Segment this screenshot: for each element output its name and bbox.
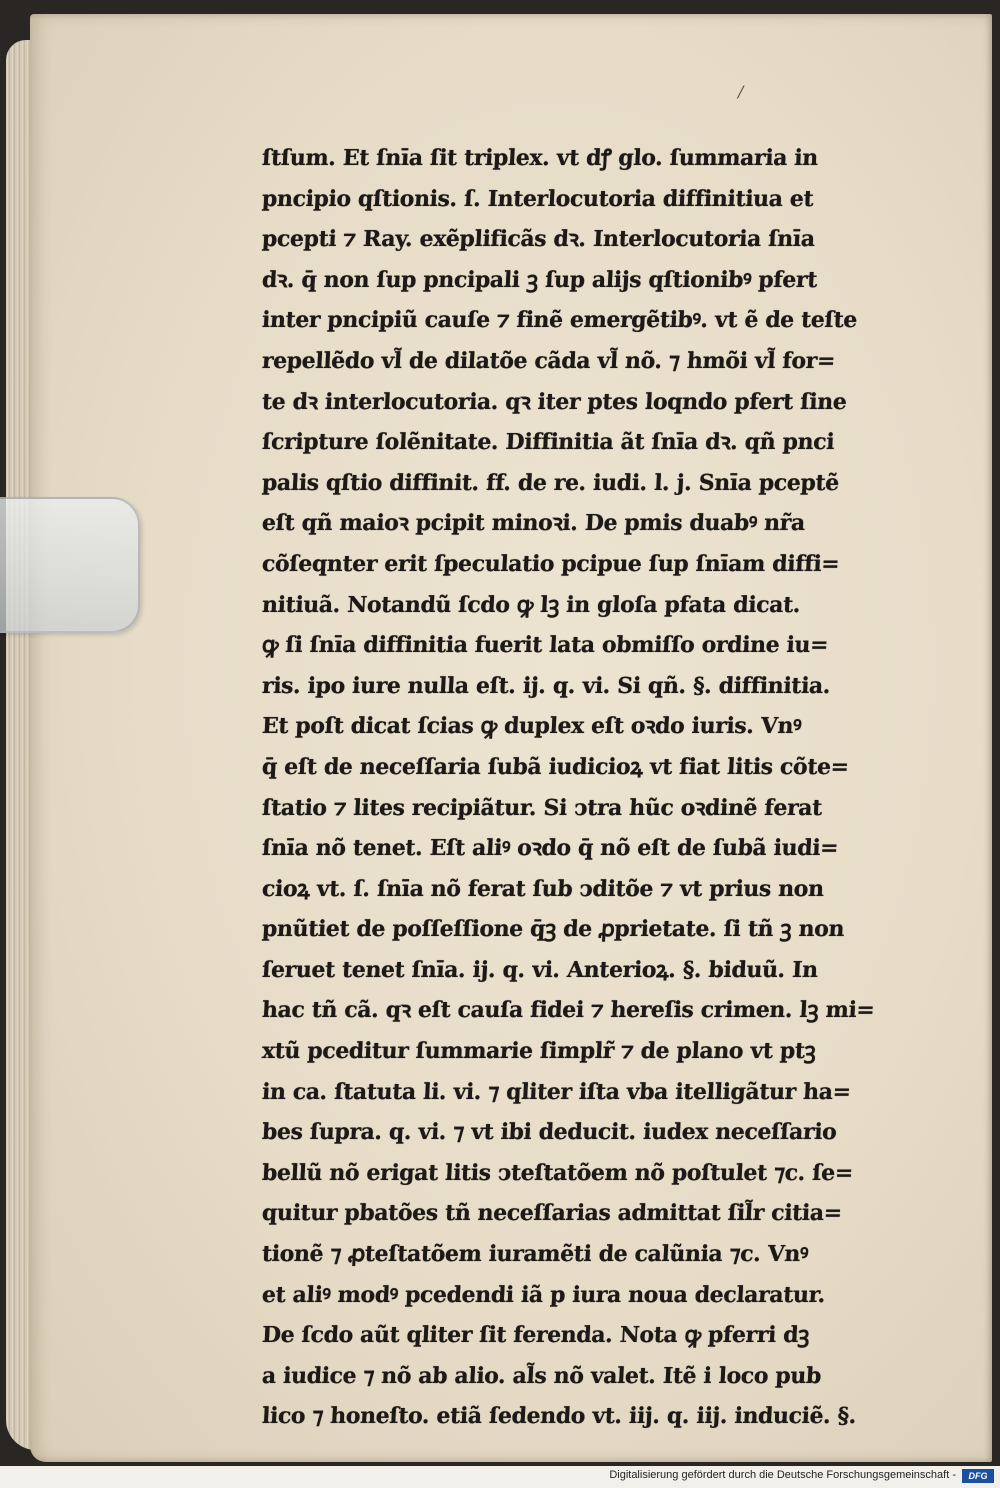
text-line: ris. ipo iure nulla eſt. ij. q. vi. Si qñ. §. diffinitia. (261, 672, 831, 699)
text-line: ſtſum. Et ſnīa ſit triplex. vt dꝭ glo. ſummaria in (261, 145, 819, 171)
text-line: eſt qñ maioꝛ pcipit minoꝛi. De pmis duabꝰ nr̃a (261, 510, 806, 537)
text-line: q̄ eſt de neceſſaria ſubã iudicioꝝ vt fiat litis cõte= (261, 753, 850, 780)
text-line: Et poſt dicat ſcias ꝙ duplex eſt oꝛdo iuris. Vnꝰ (261, 713, 802, 740)
text-line: ꝙ ſi ſnīa diffinitia fuerit lata obmiſſo ordine iu= (261, 632, 829, 659)
text-line: bes ſupra. q. vi. ⁊ vt ibi deducit. iudex neceſſario (261, 1119, 838, 1146)
text-line: tionẽ ⁊ ꝓteſtatõem iuramẽti de calũnia ⁊c. Vnꝰ (261, 1241, 809, 1268)
text-line: ſeruet tenet ſnīa. ij. q. vi. Anterioꝝ. §. biduũ. In (261, 956, 819, 983)
text-line: dꝛ. q̄ non ſup pncipali ꝫ ſup alijs qſtionibꝰ pfert (261, 266, 818, 293)
text-line: cioꝝ vt. ſ. ſnīa nõ ferat ſub ↄditõe ⁊ vt prius non (261, 875, 825, 902)
text-line: a iudice ⁊ nõ ab alio. al̃s nõ valet. Itẽ i loco pub (261, 1362, 822, 1389)
text-line: pcepti ⁊ Ray. exẽplificãs dꝛ. Interlocutoria ſnīa (261, 226, 816, 253)
text-line: pncipio qſtionis. ſ. Interlocutoria diffinitiua et (261, 185, 814, 212)
text-line: repellẽdo vl̃ de dilatõe cãda vl̃ nõ. ⁊ hmõi vl̃ for= (261, 347, 836, 374)
text-line: inter pncipiũ cauſe ⁊ finẽ emergẽtibꝰ. vt ẽ de teſte (261, 307, 858, 334)
text-line: in ca. ſtatuta li. vi. ⁊ qliter iſta vba itelligãtur ha= (261, 1078, 852, 1105)
text-line: et aliꝰ modꝰ pcedendi iã p iura noua declaratur. (261, 1281, 826, 1308)
footer-credit: Digitalisierung gefördert durch die Deutsche Forschungsgemeinschaft - (609, 1469, 956, 1481)
text-line: cõſeqnter erit ſpeculatio pcipue ſup ſnīam diffi= (261, 550, 841, 577)
footer-bar (0, 1466, 1000, 1488)
text-line: nitiuã. Notandũ ſcdo ꝙ lꝫ in gloſa pfata dicat. (261, 591, 801, 618)
text-block (262, 138, 922, 1437)
page-clip (0, 497, 140, 633)
text-line: bellũ nõ erigat litis ↄteſtatõem nõ poſtulet ⁊c. ſe= (261, 1159, 854, 1186)
text-line: ſcripture ſolẽnitate. Diffinitia ãt ſnīa dꝛ. qñ pnci (261, 429, 835, 456)
text-line: De ſcdo aũt qliter ſit ferenda. Nota ꝙ pferri dꝫ (261, 1322, 810, 1349)
text-line: ſtatio ⁊ lites recipiãtur. Si ↄtra hũc oꝛdinẽ ferat (261, 794, 823, 821)
text-line: palis qſtio diffinit. ff. de re. iudi. l. j. Snīa pceptẽ (261, 469, 840, 496)
text-line: ſnīa nõ tenet. Eſt aliꝰ oꝛdo q̄ nõ eſt de ſubã iudi= (261, 835, 839, 862)
text-line: pnũtiet de poſſeſſione q̄ꝫ de ꝓprietate. ſi tñ ꝫ non (261, 916, 845, 943)
text-line: lico ⁊ honeſto. etiã ſedendo vt. iij. q. iij. induciẽ. §. (261, 1403, 857, 1430)
text-line: xtũ pceditur ſummarie ſimplr̃ ⁊ de plano vt ptꝫ (261, 1038, 817, 1065)
text-line: quitur pbatões tñ neceſſarias admittat ſil̃r citia= (261, 1200, 843, 1227)
page-mark: / (738, 82, 744, 101)
text-line: hac tñ cã. qꝛ eſt cauſa fidei ⁊ hereſis crimen. lꝫ mi= (261, 997, 876, 1024)
dfg-logo: DFG (962, 1469, 994, 1483)
text-line: te dꝛ interlocutoria. qꝛ iter ptes loqndo pfert ſine (261, 388, 848, 415)
